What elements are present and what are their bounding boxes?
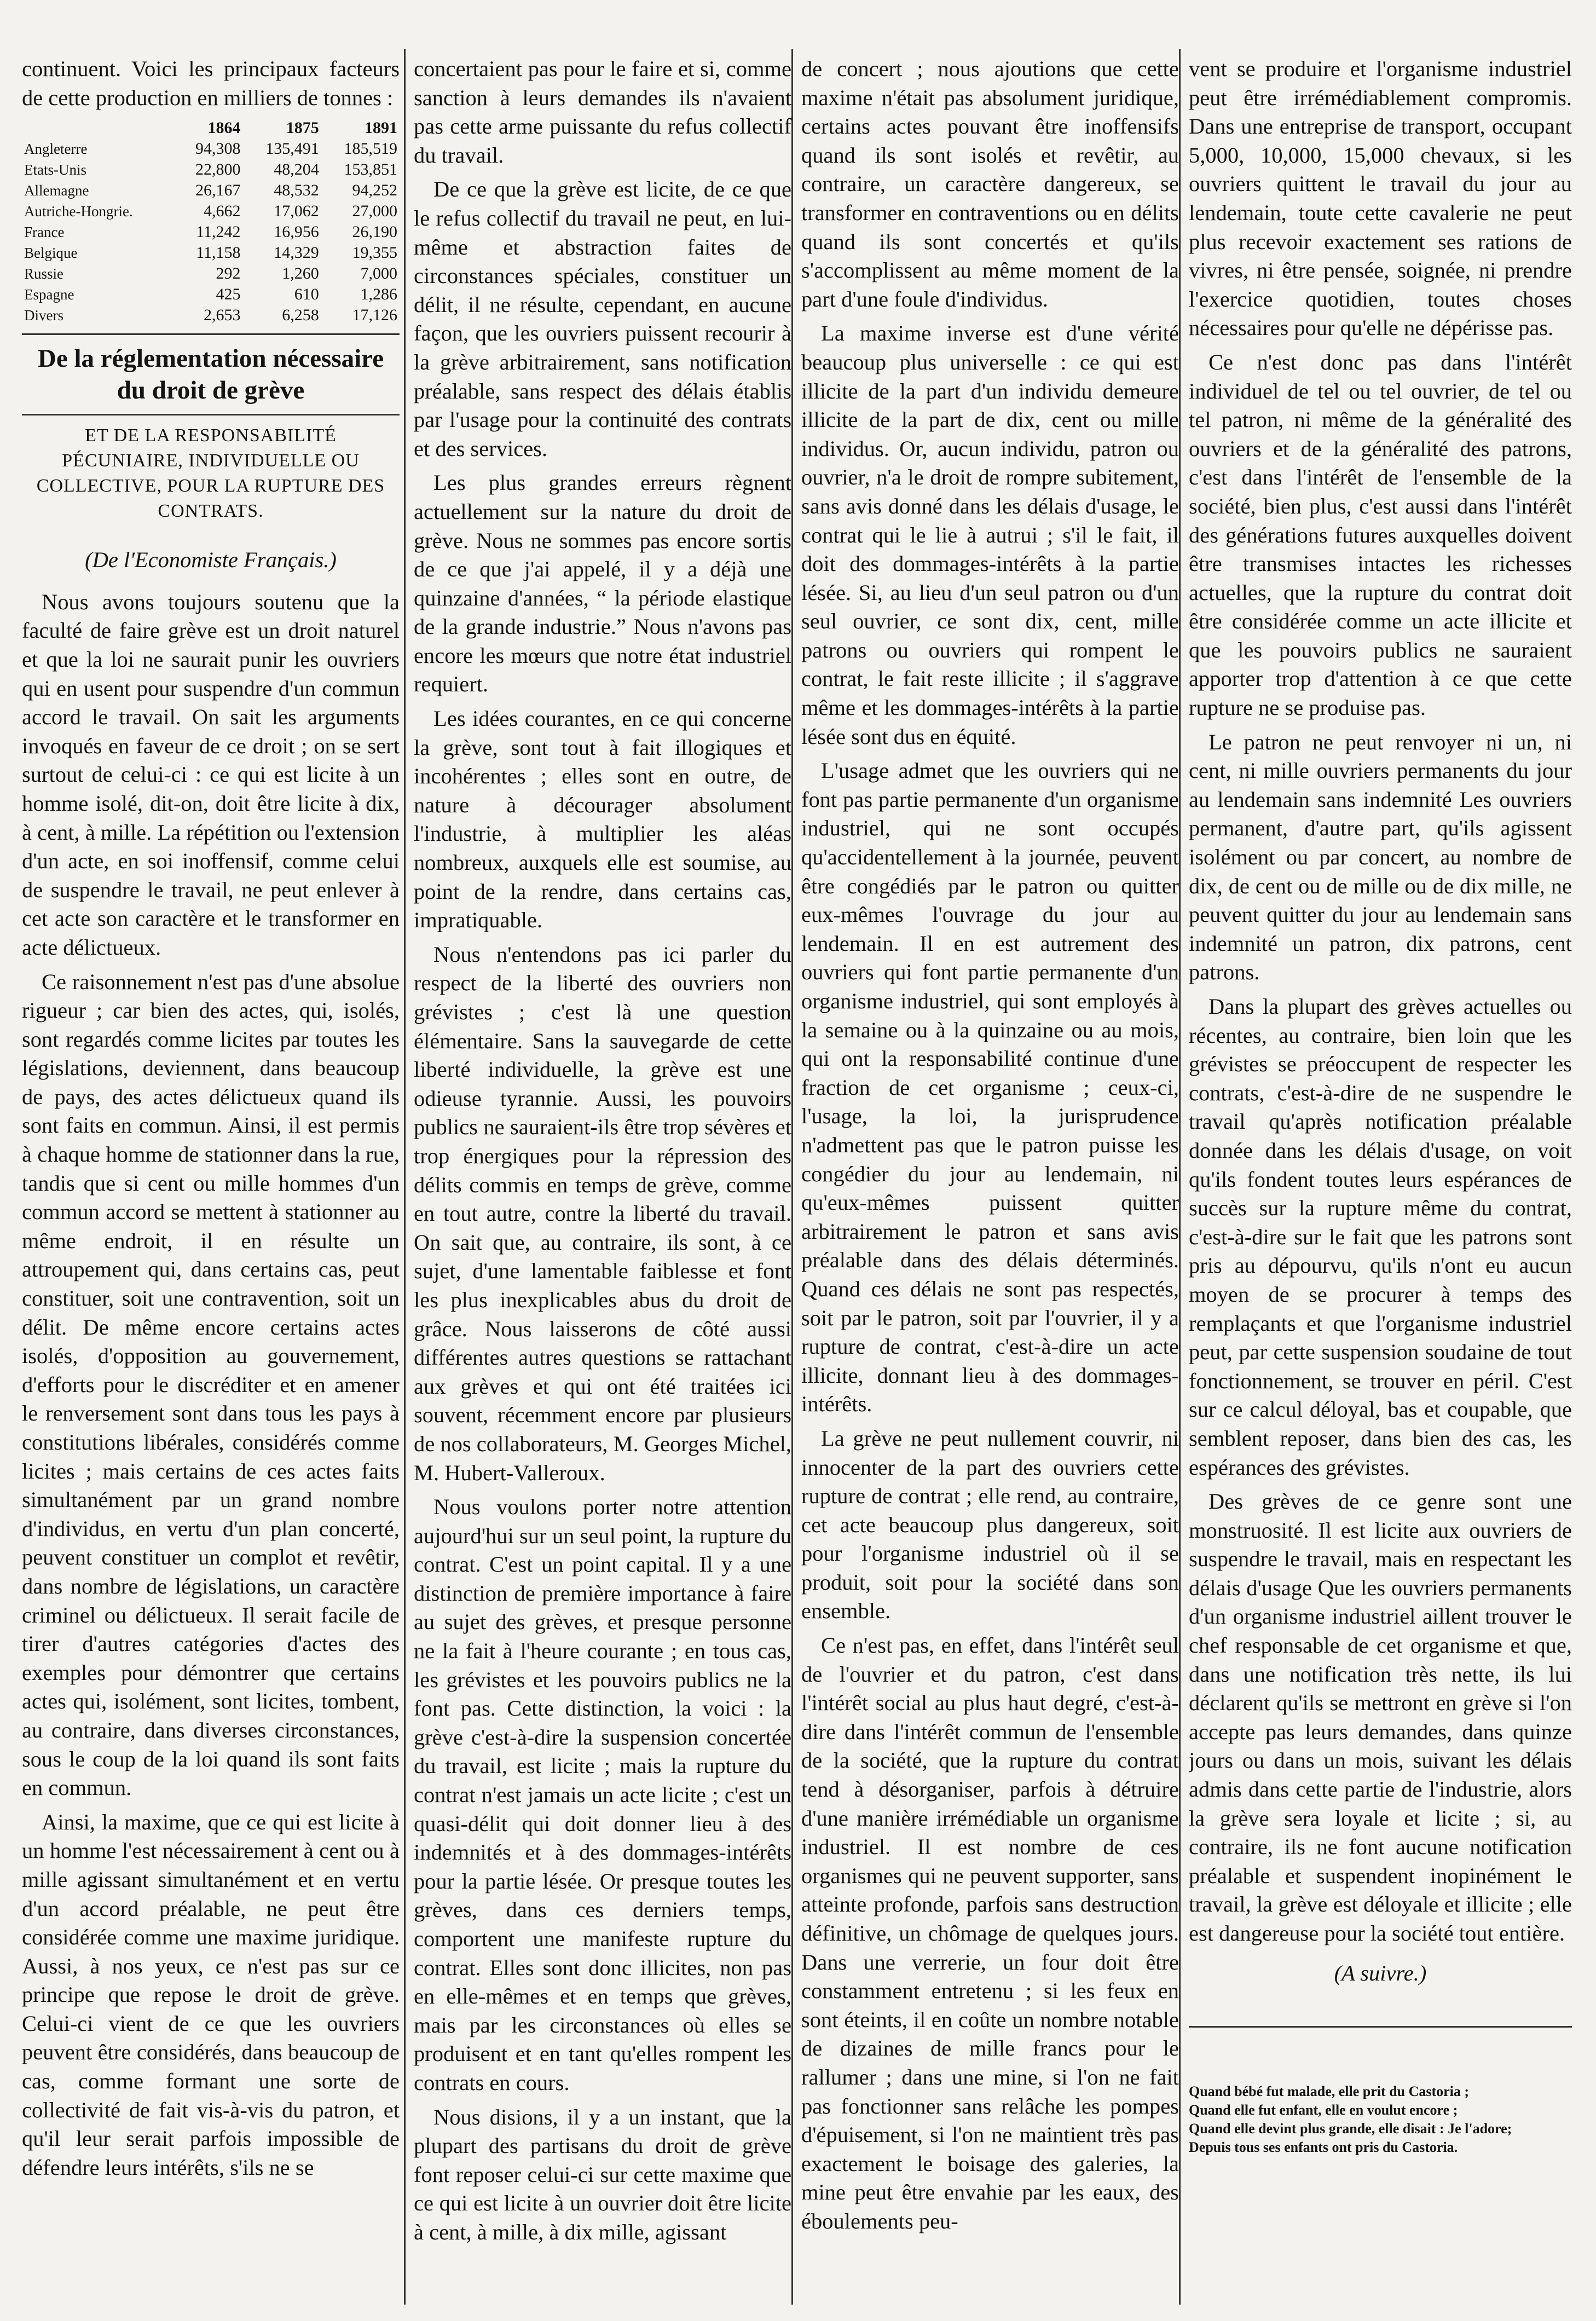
table-row bbox=[22, 305, 400, 326]
country-cell: Divers bbox=[24, 307, 63, 324]
table-row bbox=[22, 138, 400, 159]
ad-line: Quand elle fut enfant, elle en voulut encore ; bbox=[1189, 2102, 1458, 2118]
value-cell: 16,956 bbox=[274, 223, 319, 241]
headline-divider bbox=[22, 414, 400, 415]
country-cell: Russie bbox=[24, 265, 64, 282]
value-cell: 1,260 bbox=[282, 264, 319, 283]
paragraph: L'usage admet que les ouvriers qui ne font pas partie permanente d'un organisme industriel, qui ne sont occupés qu'accidentellement à la journée, peuvent être congédiés par le patron ou quitter eux-mêmes l'ouvrage du jour au lendemain. Il en est autrement des ouvriers qui font partie permanente d'un organisme industriel, qui sont employés à la semaine ou à la quinzaine ou au mois, qui ont la responsabilité continue d'une fraction de cet organisme ; ceux-ci, l'usage, la loi, la jurisprudence n'admettent pas que le patron puisse les congédier du jour au lendemain, ni qu'eux-mêmes puissent quitter arbitrairement le patron et sans avis préalable dans des délais déterminés. Quand ces délais ne sont pas respectés, soit par le patron, soit par l'ouvrier, il y a rupture de contrat, c'est-à-dire un acte illicite, donnant lieu à des dommages-intérêts. bbox=[801, 758, 1179, 1417]
value-cell: 48,532 bbox=[274, 181, 319, 200]
paragraph: Les plus grandes erreurs règnent actuellement sur la nature du droit de grève. Nous ne sommes pas encore sortis de ce que j'ai appelé, il y a déjà une quinzaine d'années, “ la période elastique de la grande industrie.” Nous n'avons pas encore les mœurs que notre état industriel requiert. bbox=[414, 470, 791, 697]
value-cell: 153,851 bbox=[344, 160, 397, 179]
paragraph: La maxime inverse est d'une vérité beaucoup plus universelle : ce qui est illicite de la part d'un individu demeure illicite de la part de dix, cent ou mille individus. Or, aucun individu, patron ou ouvrier, n'a le droit de rompre subitement, sans avis donné dans les délais d'usage, le contrat qui le lie à autrui ; s'il le fait, il doit des dommages-intérêts à la partie lésée. Si, au lieu d'un seul patron ou d'un seul ouvrier, ce sont dix, cent, mille patrons ou ouvriers qui rompent le contrat, le fait reste illicite ; il s'aggrave même et les dommages-intérêts à la partie lésée sont dus en équité. bbox=[801, 321, 1179, 749]
country-cell: Allemagne bbox=[24, 182, 89, 199]
table-intro: continuent. Voici les principaux facteurs de cette production en milliers de tonnes : bbox=[22, 56, 400, 110]
paragraph: La grève ne peut nullement couvrir, ni innocenter de la part des ouvriers cette rupture de contrat ; elle rend, au contraire, cet acte beaucoup plus dangereux, soit pour l'organisme industriel où il se produit, soit pour la société dans son ensemble. bbox=[801, 1425, 1179, 1624]
article-headline: De la réglementation nécessaire du droit de grève bbox=[37, 344, 384, 405]
value-cell: 7,000 bbox=[360, 264, 397, 283]
section-divider bbox=[22, 333, 400, 335]
paragraph: de concert ; nous ajoutions que cette maxime n'était pas absolument juridique, certains actes pouvant être inoffensifs quand ils sont isolés et revêtir, au contraire, un caractère dangereux, se transformer en contraventions ou en délits quand ils sont concertés et qu'ils s'accomplissent au même moment de la part d'une foule d'individus. bbox=[801, 56, 1179, 311]
paragraph: vent se produire et l'organisme industriel peut être irrémédiablement compromis. Dans une entreprise de transport, occupant 5,000, 10,000, 15,000 chevaux, si les ouvriers quittent le travail du jour au lendemain, toute cette cavalerie ne peut plus recevoir exactement ses rations de vivres, ni être pensée, soignée, ni prendre l'exercice quotidien, toutes choses nécessaires pour qu'elle ne dépérisse pas. bbox=[1189, 56, 1572, 340]
table-row bbox=[22, 201, 400, 222]
value-cell: 48,204 bbox=[274, 160, 319, 179]
value-cell: 94,252 bbox=[352, 181, 397, 200]
to-be-continued: (A suivre.) bbox=[1334, 1960, 1427, 1985]
paragraph: Les idées courantes, en ce qui concerne la grève, sont tout à fait illogiques et incohérentes ; elles sont en outre, de nature à décourager absolument l'industrie, à multiplier les aléas nombreux, auxquels elle est soumise, au point de la rendre, dans certains cas, impratiquable. bbox=[414, 706, 791, 933]
table-row bbox=[22, 159, 400, 180]
paragraph: concertaient pas pour le faire et si, comme sanction à leurs demandes ils n'avaient pas cette arme puissante du refus collectif du travail. bbox=[414, 56, 791, 168]
value-cell: 292 bbox=[216, 264, 241, 283]
article-source: (De l'Economiste Français.) bbox=[85, 547, 337, 573]
value-cell: 2,653 bbox=[204, 306, 241, 325]
country-cell: France bbox=[24, 224, 65, 241]
ad-line: Quand bébé fut malade, elle prit du Castoria ; bbox=[1189, 2083, 1470, 2100]
article-subhead: ET DE LA RESPONSABILITÉ PÉCUNIAIRE, INDIVIDUELLE OU COLLECTIVE, POUR LA RUPTURE DES CONTRATS. bbox=[36, 425, 385, 522]
year-header: 1891 bbox=[365, 119, 397, 137]
ad-line: Depuis tous ses enfants ont pris du Castoria. bbox=[1189, 2139, 1458, 2156]
value-cell: 17,126 bbox=[352, 306, 397, 325]
value-cell: 4,662 bbox=[204, 202, 241, 221]
value-cell: 425 bbox=[216, 285, 241, 304]
value-cell: 27,000 bbox=[352, 202, 397, 221]
paragraph: Ce n'est pas, en effet, dans l'intérêt seul de l'ouvrier et du patron, c'est dans l'intérêt social au plus haut degré, c'est-à-dire dans l'intérêt commun de l'ensemble de la société, que la rupture du contrat tend à désorganiser, parfois à détruire d'une manière irrémédiable un organisme industriel. Il est nombre de ces organismes qui ne peuvent supporter, sans atteinte profonde, parfois sans destruction définitive, un chômage de quelques jours. Dans une verrerie, un four doit être constamment entretenu ; si les feux en sont éteints, il en coûte un nombre notable de dizaines de mille francs pour le rallumer ; dans une mine, si l'on ne fait pas fonctionner sans relâche les pompes d'épuisement, si l'on ne maintient très pas exactement le boisage des galeries, la mine peut être envahie par les eaux, des éboulements peu- bbox=[801, 1633, 1179, 2233]
country-cell: Etats-Unis bbox=[24, 161, 86, 178]
column-2 bbox=[414, 55, 791, 2253]
year-header: 1875 bbox=[286, 119, 319, 137]
paragraph: Nous n'entendons pas ici parler du respect de la liberté des ouvriers non grévistes ; c'est là une question élémentaire. Sans la sauvegarde de cette liberté individuelle, la grève est une odieuse tyrannie. Aussi, les pouvoirs publics ne sauraient-ils être trop sévères et trop énergiques pour la répression des délits commis en temps de grève, comme en tout autre, contre la liberté du travail. On sait que, au contraire, ils sont, à ce sujet, d'une lamentable faiblesse et font les plus inexplicables abus du droit de grâce. Nous laisserons de côté aussi différentes autres questions se rattachant aux grèves et qui ont été traitées ici souvent, récemment encore par plusieurs de nos collaborateurs, M. Georges Michel, M. Hubert-Valleroux. bbox=[414, 942, 791, 1485]
paragraph: Ce n'est donc pas dans l'intérêt individuel de tel ou tel ouvrier, de tel ou tel patron, ni même de la généralité des ouvriers et de la généralité des patrons, c'est dans l'intérêt de l'ensemble de la société, bien plus, c'est aussi dans l'intérêt des générations futures auxquelles doivent être transmises intactes les richesses actuelles, que la rupture du contrat doit être considérée comme un acte illicite et que les pouvoirs publics ne sauraient apporter trop d'attention à ce que cette rupture ne se produise pas. bbox=[1189, 349, 1572, 720]
paragraph: Ce raisonnement n'est pas d'une absolue rigueur ; car bien des actes, qui, isolés, sont regardés comme licites par toutes les législations, deviennent, dans beaucoup de pays, des actes délictueux quand ils sont faits en commun. Ainsi, il est permis à chaque homme de stationner dans la rue, tandis que si cent ou mille hommes d'un commun accord se mettent à stationner au même endroit, il en résulte un attroupement qui, dans certains cas, peut constituer, soit une contravention, soit un délit. De même encore certains actes isolés, d'opposition au gouvernement, d'efforts pour le discréditer et en amener le renversement sont dans tous les pays à constitutions libérales, considérés comme licites ; mais certains de ces actes faits simultanément par un grand nombre d'individus, en vertu d'un plan concerté, peuvent constituer un complot et revêtir, dans nombre de législations, un caractère criminel ou délictueux. Il serait facile de tirer d'autres catégories d'actes des exemples pour démontrer que certains actes qui, isolément, sont licites, tombent, au contraire, dans diverses circonstances, sous le coup de la loi quand ils sont faits en commun. bbox=[22, 969, 400, 1800]
column-rule bbox=[791, 49, 793, 2305]
value-cell: 1,286 bbox=[360, 285, 397, 304]
paragraph: Nous disions, il y a un instant, que la plupart des partisans du droit de grève font reposer celui-ci sur cette maxime que ce qui est licite à un ouvrier doit être licite à cent, à mille, à dix mille, agissant bbox=[414, 2104, 791, 2244]
paragraph: Le patron ne peut renvoyer ni un, ni cent, ni mille ouvriers permanents du jour au lendemain sans indemnité Les ouvriers permanent, d'autre part, qu'ils agissent isolément ou par concert, au nombre de dix, de cent ou de mille ou de dix mille, ne peuvent quitter du jour au lendemain sans indemnité un patron, dix patrons, cent patrons. bbox=[1189, 729, 1572, 985]
country-cell: Angleterre bbox=[24, 141, 88, 158]
table-header-row bbox=[22, 118, 400, 138]
value-cell: 17,062 bbox=[274, 202, 319, 221]
value-cell: 11,242 bbox=[196, 223, 241, 241]
value-cell: 94,308 bbox=[195, 140, 241, 158]
table-row bbox=[22, 243, 400, 263]
value-cell: 22,800 bbox=[195, 160, 241, 179]
castoria-advertisement bbox=[1189, 2026, 1572, 2157]
value-cell: 11,158 bbox=[196, 244, 241, 262]
column-rule bbox=[404, 49, 406, 2305]
paragraph: Des grèves de ce genre sont une monstruosité. Il est licite aux ouvriers de suspendre le travail, mais en respectant les délais d'usage Que les ouvriers permanents d'un organisme industriel aillent trouver le chef responsable de cet organisme et que, dans une notification très nette, ils lui déclarent qu'ils se mettront en grève si l'on accepte pas leurs demandes, dans quinze jours ou dans un mois, suivant les délais admis dans cette partie de l'industrie, alors la grève sera loyale et licite ; si, au contraire, ils ne font aucune notification préalable et suspendent inopinément le travail, la grève est déloyale et illicite ; elle est dangereuse pour la société tout entière. bbox=[1189, 1489, 1572, 1945]
paragraph: Nous voulons porter notre attention aujourd'hui sur un seul point, la rupture du contrat. C'est un point capital. Il y a une distinction de première importance à faire au sujet des grèves, et presque personne ne la fait à l'heure courante ; en tous cas, les grévistes et les pouvoirs publics ne la font pas. Cette distinction, la voici : la grève c'est-à-dire la suspension concertée du travail, est licite ; mais la rupture du contrat n'est jamais un acte licite ; c'est un quasi-délit qui doit donner lieu à des indemnités et à des dommages-intérêts pour la partie lésée. Or presque toutes les grèves, dans ces derniers temps, comportent une manifeste rupture du contrat. Elles sont donc illicites, non pas en elle-mêmes et en temps que grèves, mais par les circonstances où elles se produisent et en tant qu'elles rompent les contrats en cours. bbox=[414, 1494, 791, 2095]
column-3 bbox=[801, 55, 1179, 2242]
paragraph: Ainsi, la maxime, que ce qui est licite à un homme l'est nécessairement à cent ou à mille agissant simultanément et en vertu d'un accord préalable, ne peut être considérée comme une maxime juridique. Aussi, à nos yeux, ce n'est pas sur ce principe que repose le droit de grève. Celui-ci vient de ce que les ouvriers peuvent être considérés, dans beaucoup de cas, comme formant une sorte de collectivité de fait vis-à-vis du patron, et qu'il leur serait parfois impossible de défendre leurs intérêts, s'ils ne se bbox=[22, 1809, 400, 2180]
paragraph: Dans la plupart des grèves actuelles ou récentes, au contraire, bien loin que les grévistes se préoccupent de respecter les contrats, c'est-à-dire de ne suspendre le travail qu'après notification préalable donnée dans les délais d'usage, on voit qu'ils fondent toutes leurs espérances de succès sur la rupture même du contrat, c'est-à-dire sur le fait que les patrons sont pris au dépourvu, qu'ils n'ont eu aucun moyen de se procurer à temps des remplaçants et que l'organisme industriel peut, par cette suspension soudaine de tout fonctionnement, se trouver en péril. C'est sur ce calcul déloyal, bas et coupable, que semblent reposer, dans bien des cas, les espérances des grévistes. bbox=[1189, 994, 1572, 1480]
value-cell: 610 bbox=[294, 285, 319, 304]
table-row bbox=[22, 222, 400, 243]
paragraph: De ce que la grève est licite, de ce que le refus collectif du travail ne peut, en lui-même et abstraction faites de circonstances spéciales, constituer un délit, il ne résulte, cependant, en aucune façon, que les ouvriers puissent recourir à la grève arbitrairement, sans notification préalable, sans respect des délais établis par l'usage pour la continuité des contrats et des services. bbox=[414, 177, 791, 461]
value-cell: 14,329 bbox=[274, 244, 319, 262]
ad-line: Quand elle devint plus grande, elle disait : Je l'adore; bbox=[1189, 2121, 1512, 2137]
country-cell: Espagne bbox=[24, 286, 74, 303]
value-cell: 6,258 bbox=[282, 306, 319, 325]
table-row bbox=[22, 284, 400, 305]
value-cell: 26,190 bbox=[352, 223, 397, 241]
paragraph: Nous avons toujours soutenu que la faculté de faire grève est un droit naturel et que la loi ne saurait punir les ouvriers qui en usent pour suspendre d'un commun accord le travail. On sait les arguments invoqués en faveur de ce droit ; on se sert surtout de celui-ci : ce qui est licite à un homme isolé, dit-on, doit être licite à dix, à cent, à mille. La répétition ou l'extension d'un acte, en soi inoffensif, comme celui de suspendre le travail, ne peut enlever à cet acte son caractère et le transformer en acte délictueux. bbox=[22, 589, 400, 960]
value-cell: 185,519 bbox=[344, 140, 397, 158]
country-cell: Autriche-Hongrie. bbox=[24, 203, 133, 220]
column-rule bbox=[1179, 49, 1181, 2305]
country-cell: Belgique bbox=[24, 245, 78, 262]
production-table bbox=[22, 118, 400, 326]
value-cell: 19,355 bbox=[352, 244, 397, 262]
column-1 bbox=[22, 55, 400, 2187]
table-row bbox=[22, 180, 400, 201]
year-header: 1864 bbox=[207, 119, 241, 137]
table-row bbox=[22, 263, 400, 284]
value-cell: 26,167 bbox=[195, 181, 241, 200]
column-4 bbox=[1189, 55, 1572, 2157]
value-cell: 135,491 bbox=[265, 140, 319, 158]
